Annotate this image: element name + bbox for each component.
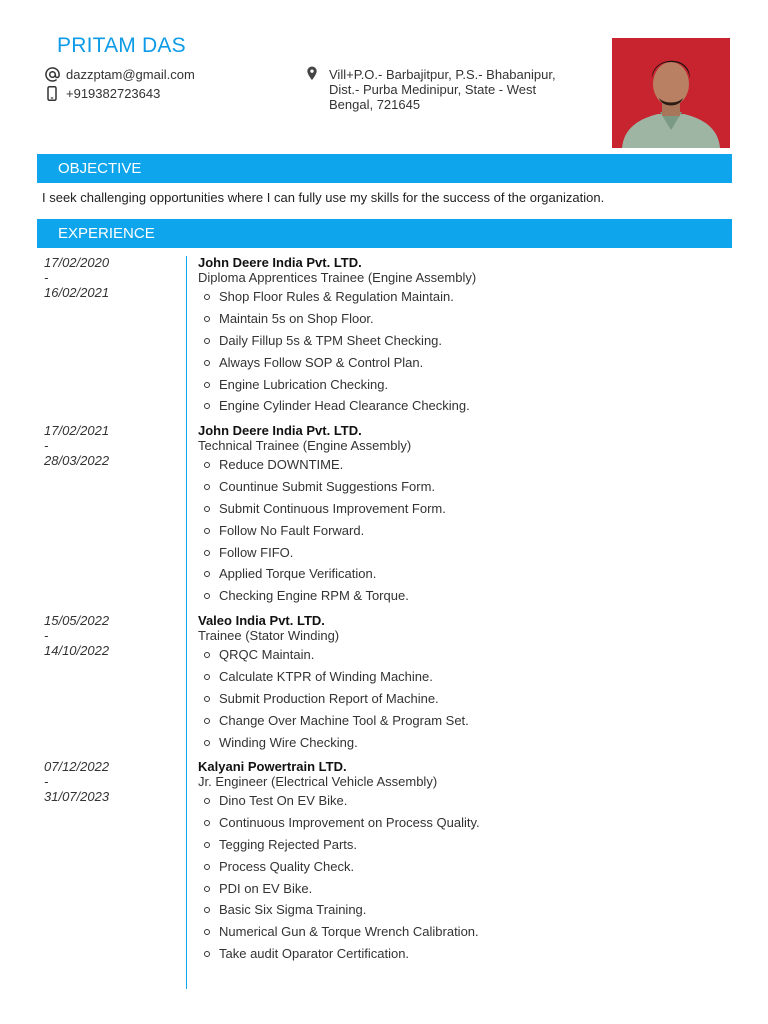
entry-dates bbox=[44, 255, 109, 300]
job-role: Technical Trainee (Engine Assembly) bbox=[198, 438, 412, 453]
list-item: Continuous Improvement on Process Quality. bbox=[219, 812, 480, 834]
date-separator: - bbox=[44, 628, 49, 643]
job-role: Trainee (Stator Winding) bbox=[198, 628, 340, 643]
company-name: John Deere India Pvt. LTD. bbox=[198, 423, 362, 438]
mobile-phone-icon bbox=[44, 85, 60, 101]
end-date: 31/07/2023 bbox=[44, 789, 110, 804]
list-item: Engine Cylinder Head Clearance Checking. bbox=[219, 395, 470, 417]
responsibility-list bbox=[219, 644, 469, 753]
job-role: Jr. Engineer (Electrical Vehicle Assembly) bbox=[198, 774, 438, 789]
company-name: John Deere India Pvt. LTD. bbox=[198, 255, 362, 270]
end-date: 28/03/2022 bbox=[44, 453, 110, 468]
email-text: dazzptam@gmail.com bbox=[66, 66, 195, 82]
start-date: 07/12/2022 bbox=[44, 759, 110, 774]
list-item: Winding Wire Checking. bbox=[219, 732, 469, 754]
list-item: Numerical Gun & Torque Wrench Calibration. bbox=[219, 921, 480, 943]
location-pin-icon bbox=[306, 66, 320, 82]
company-name: Kalyani Powertrain LTD. bbox=[198, 759, 347, 774]
experience-section-header: EXPERIENCE bbox=[37, 219, 732, 248]
start-date: 17/02/2020 bbox=[44, 255, 110, 270]
date-separator: - bbox=[44, 270, 49, 285]
list-item: Dino Test On EV Bike. bbox=[219, 790, 480, 812]
responsibility-list bbox=[219, 286, 470, 417]
list-item: Take audit Oparator Certification. bbox=[219, 943, 480, 965]
entry-dates bbox=[44, 759, 109, 804]
address-text: Vill+P.O.- Barbajitpur, P.S.- Bhabanipur, Dist.- Purba Medinipur, State - West Bengal, 721645 bbox=[329, 67, 556, 112]
list-item: QRQC Maintain. bbox=[219, 644, 469, 666]
company-name: Valeo India Pvt. LTD. bbox=[198, 613, 325, 628]
date-separator: - bbox=[44, 438, 49, 453]
entry-dates bbox=[44, 613, 109, 658]
list-item: Shop Floor Rules & Regulation Maintain. bbox=[219, 286, 470, 308]
list-item: Always Follow SOP & Control Plan. bbox=[219, 352, 470, 374]
job-role: Diploma Apprentices Trainee (Engine Assembly) bbox=[198, 270, 477, 285]
list-item: Checking Engine RPM & Torque. bbox=[219, 585, 446, 607]
responsibility-list bbox=[219, 454, 446, 607]
date-separator: - bbox=[44, 774, 49, 789]
list-item: Daily Fillup 5s & TPM Sheet Checking. bbox=[219, 330, 470, 352]
list-item: Change Over Machine Tool & Program Set. bbox=[219, 710, 469, 732]
list-item: Submit Production Report of Machine. bbox=[219, 688, 469, 710]
phone-row bbox=[44, 85, 160, 101]
start-date: 17/02/2021 bbox=[44, 423, 110, 438]
list-item: Process Quality Check. bbox=[219, 856, 480, 878]
list-item: Calculate KTPR of Winding Machine. bbox=[219, 666, 469, 688]
list-item: Engine Lubrication Checking. bbox=[219, 374, 470, 396]
objective-section-header: OBJECTIVE bbox=[37, 154, 732, 183]
list-item: Follow FIFO. bbox=[219, 542, 446, 564]
start-date: 15/05/2022 bbox=[44, 613, 110, 628]
list-item: Basic Six Sigma Training. bbox=[219, 899, 480, 921]
list-item: PDI on EV Bike. bbox=[219, 878, 480, 900]
list-item: Follow No Fault Forward. bbox=[219, 520, 446, 542]
list-item: Applied Torque Verification. bbox=[219, 563, 446, 585]
entry-dates bbox=[44, 423, 109, 468]
list-item: Countinue Submit Suggestions Form. bbox=[219, 476, 446, 498]
objective-text: I seek challenging opportunities where I can fully use my skills for the success of the organization. bbox=[42, 190, 605, 205]
list-item: Tegging Rejected Parts. bbox=[219, 834, 480, 856]
end-date: 16/02/2021 bbox=[44, 285, 110, 300]
candidate-name: PRITAM DAS bbox=[57, 34, 186, 57]
at-sign-icon bbox=[44, 66, 60, 82]
phone-text: +919382723643 bbox=[66, 85, 161, 101]
end-date: 14/10/2022 bbox=[44, 643, 110, 658]
list-item: Reduce DOWNTIME. bbox=[219, 454, 446, 476]
profile-photo bbox=[612, 38, 730, 148]
responsibility-list bbox=[219, 790, 480, 965]
email-row bbox=[44, 66, 195, 82]
list-item: Maintain 5s on Shop Floor. bbox=[219, 308, 470, 330]
timeline-line bbox=[186, 256, 187, 989]
list-item: Submit Continuous Improvement Form. bbox=[219, 498, 446, 520]
